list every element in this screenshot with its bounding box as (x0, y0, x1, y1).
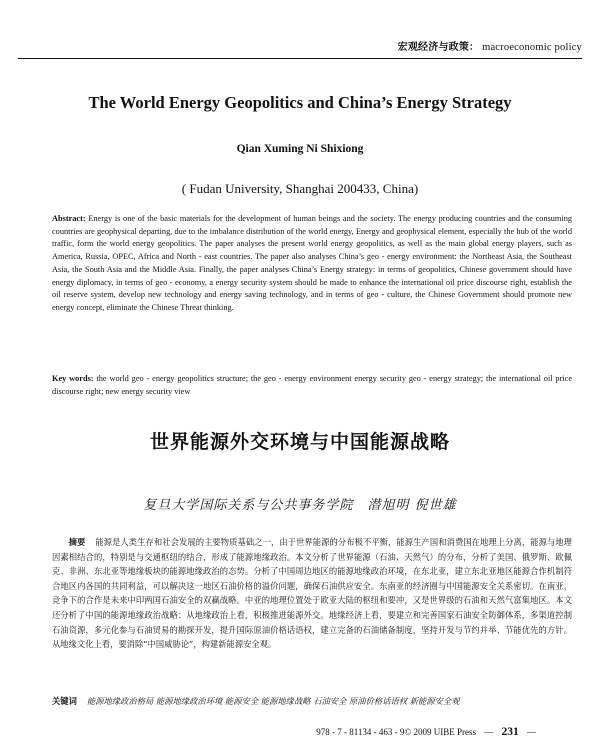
institution-cn: 复旦大学国际关系与公共事务学院 (143, 498, 354, 513)
authors-en: Qian Xuming Ni Shixiong (236, 143, 364, 155)
keywords-en-label: Key words: (52, 374, 94, 383)
page-footer: 978 - 7 - 81134 - 463 - 9© 2009 UIBE Press — 231 — (316, 726, 536, 738)
footer-isbn: 978 - 7 - 81134 - 463 - 9© 2009 UIBE Press (316, 727, 476, 737)
abstract-en-text: Energy is one of the basic materials for the development of human beings and the society. The energy producing countries and the consuming countries are geophysical departing, due to the imbalance distribution of the world energy, Energy and geophysical element, especially the hub of the world traffic, form the world energy geopolitics. The paper analyses the present world energy geopolitics, as well as the main global energy players, such as America, Russia, OPEC, Africa and North - east countries. The paper also analyses China’s geo - energy environment: the Northeast Asia, the Southeast Asia, the South Asia and the Middle Asia. Finally, the paper analyses China’s Energy strategy: in terms of geopolitics, Chinese government should have energy diplomacy, in terms of geo - economy, a energy security system should be made to enhance the international oil price discourse right, establish the oil reserve system, develop new technology and energy saving technology, and in terms of geo - culture, the Chinese Government should promote new energy concept, eliminate the Chinese Threat thinking. (52, 214, 572, 312)
authors-cn: 潜旭明 倪世雄 (367, 498, 457, 513)
keywords-en (52, 373, 572, 398)
header-section-cn: 宏观经济与政策： (397, 42, 480, 53)
paper-title-en: The World Energy Geopolitics and China’s Energy Strategy (88, 93, 512, 112)
keywords-cn-text: 能源地缘政治格局 能源地缘政治环境 能源安全 能源地缘战略 石油安全 原油价格话语权 新能源安全观 (86, 696, 460, 706)
affiliation-cn (0, 494, 600, 513)
keywords-cn-label: 关键词 (52, 696, 77, 706)
affiliation-en: ( Fudan University, Shanghai 200433, China) (181, 181, 419, 196)
abstract-cn-label: 摘要 (68, 537, 86, 547)
header-section-en: macroeconomic policy (482, 42, 582, 53)
abstract-cn-text: 能源是人类生存和社会发展的主要物质基础之一，由于世界能源的分布极不平衡，能源生产国和消费国在地理上分离，能源与地理因素相结合的，特别是与交通枢纽的结合，形成了能源地缘政治。本文分析了世界能源（石油、天然气）的分布，分析了美国、俄罗斯、欧佩克、非洲、东北亚等地缘板块的能源地缘政治的态势。分析了中国周边地区的能源地缘政治环境，在东北亚，建立东北亚地区能源合作机制符合地区内各国的共同利益，可以解决这一地区石油价格的溢价问题，确保石油供应安全。东南亚的经济圈与中国能源安全关系密切。在南亚，竞争下的合作是未来中印两国石油安全的双赢战略。中亚的地理位置处于欧亚大陆的枢纽和要冲，又是世界级的石油和天然气富集地区。本文还分析了中国的能源地缘政治战略：从地缘政治上看，积极推进能源外交。地缘经济上看，要建立和完善国家石油安全防御体系，多渠道控制石油资源，多元化参与石油贸易的勘探开发，提升国际原油价格话语权，建立完备的石油储备制度，坚持开发与节约并举、节能优先的方针。从地缘文化上看，要消除“中国威胁论”，构建新能源安全观。 (52, 537, 572, 650)
abstract-en-label: Abstract: (52, 214, 86, 223)
abstract-en (52, 213, 572, 315)
abstract-cn (52, 535, 572, 652)
keywords-cn (52, 694, 572, 708)
page-number: 231 (501, 726, 519, 738)
keywords-en-text: the world geo - energy geopolitics structure; the geo - energy environment energy security geo - energy strategy; the international oil price discourse right; new energy security view (52, 374, 572, 396)
paper-title-cn: 世界能源外交环境与中国能源战略 (149, 431, 450, 453)
running-header (18, 38, 582, 59)
